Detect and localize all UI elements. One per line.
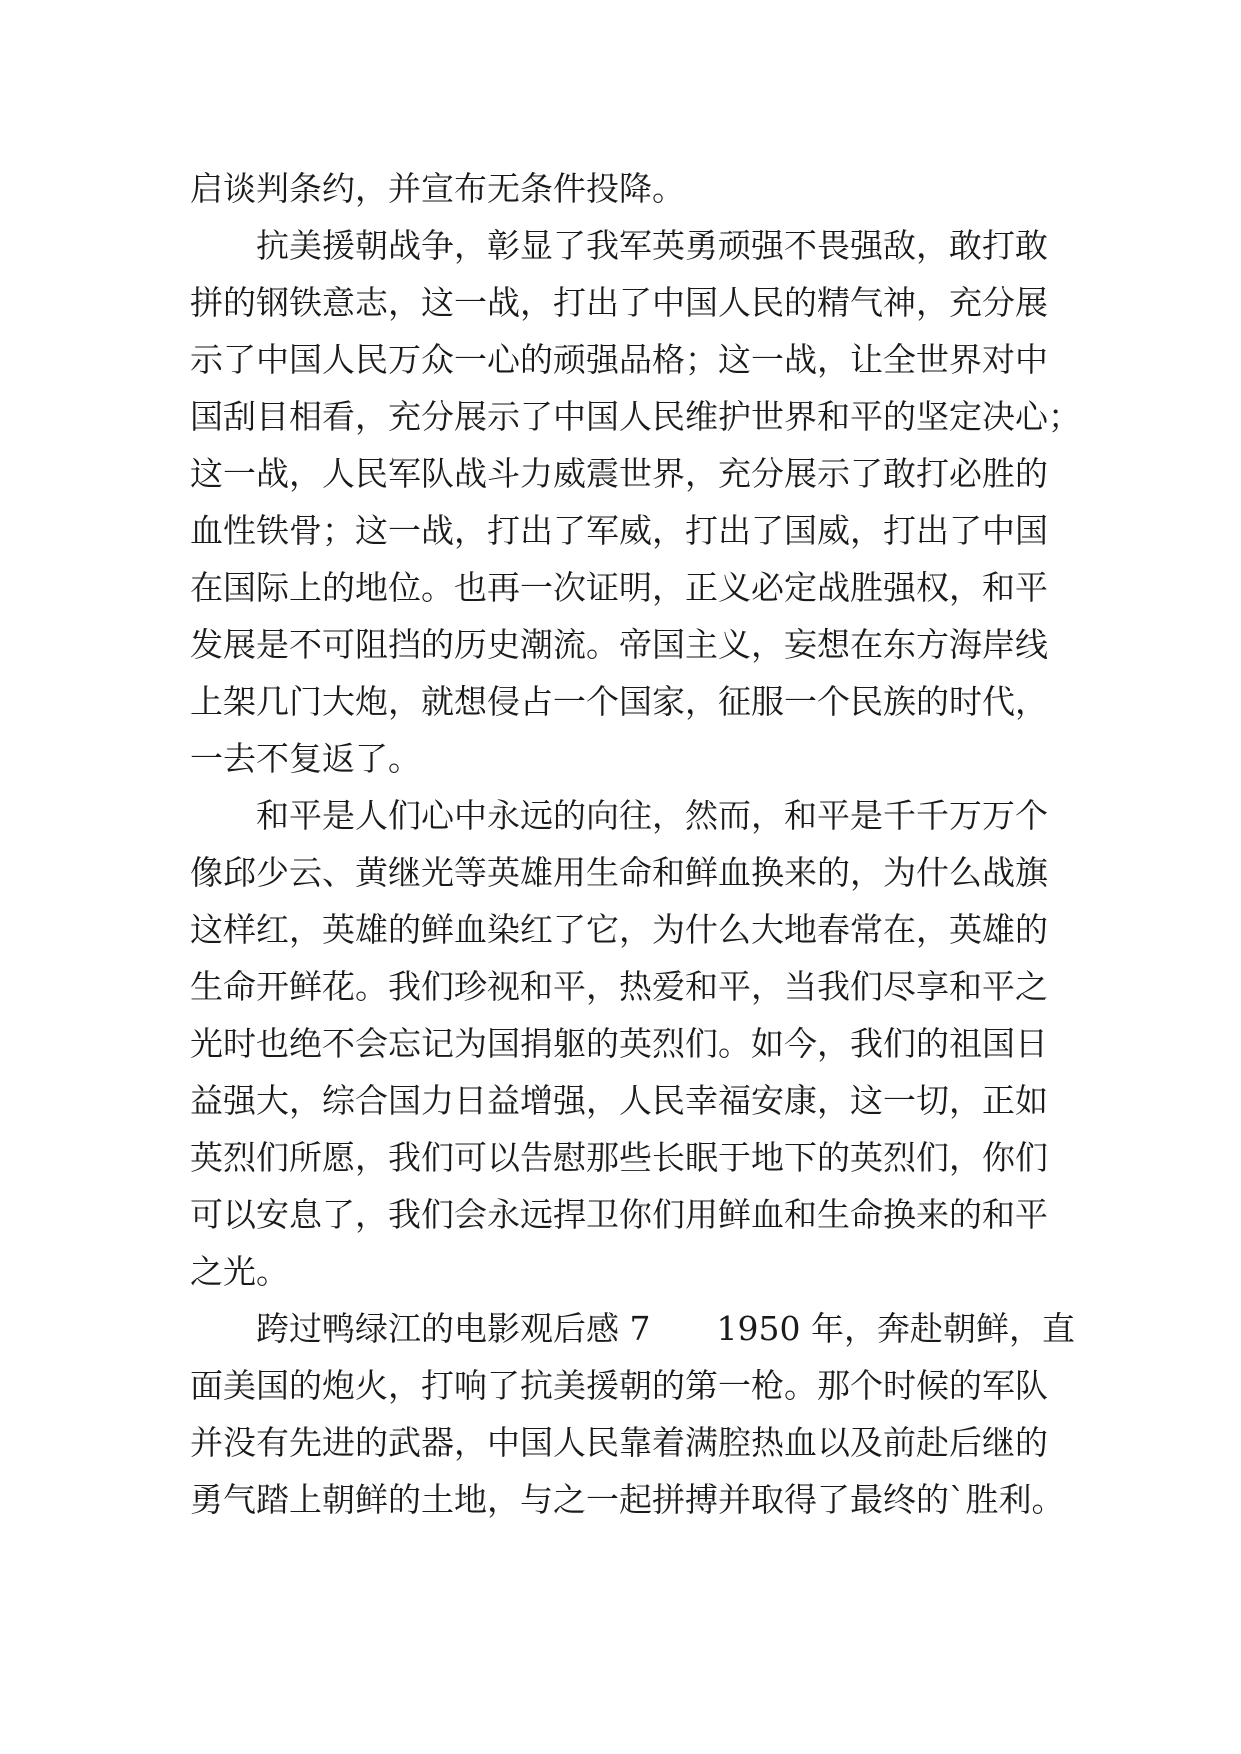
text-line: 抗美援朝战争，彰显了我军英勇顽强不畏强敌，敢打敢 xyxy=(256,226,1048,265)
text-line: 这一战，人民军队战斗力威震世界，充分展示了敢打必胜的 xyxy=(190,454,1048,493)
text-line: 血性铁骨；这一战，打出了军威，打出了国威，打出了中国 xyxy=(190,511,1048,550)
document-body xyxy=(190,160,1081,1528)
text-line: 生命开鲜花。我们珍视和平，热爱和平，当我们尽享和平之 xyxy=(190,967,1048,1006)
text-line: 之光。 xyxy=(190,1252,289,1291)
text-line: 启谈判条约，并宣布无条件投降。 xyxy=(190,169,685,208)
text-line: 拼的钢铁意志，这一战，打出了中国人民的精气神，充分展 xyxy=(190,283,1048,322)
text-line: 发展是不可阻挡的历史潮流。帝国主义，妄想在东方海岸线 xyxy=(190,625,1048,664)
text-line: 一去不复返了。 xyxy=(190,739,421,778)
text-line: 像邱少云、黄继光等英雄用生命和鲜血换来的，为什么战旗 xyxy=(190,853,1048,892)
text-line: 和平是人们心中永远的向往，然而，和平是千千万万个 xyxy=(256,796,1048,835)
text-line: 这样红，英雄的鲜血染红了它，为什么大地春常在，英雄的 xyxy=(190,910,1048,949)
paragraph xyxy=(190,787,1050,1300)
text-line: 光时也绝不会忘记为国捐躯的英烈们。如今，我们的祖国日 xyxy=(190,1024,1048,1063)
text-line: 示了中国人民万众一心的顽强品格；这一战，让全世界对中 xyxy=(190,340,1048,379)
text-line: 国刮目相看，充分展示了中国人民维护世界和平的坚定决心； xyxy=(190,397,1081,436)
text-line: 勇气踏上朝鲜的土地，与之一起拼搏并取得了最终的`胜利。 xyxy=(190,1480,1065,1519)
text-line: 上架几门大炮，就想侵占一个国家，征服一个民族的时代， xyxy=(190,682,1048,721)
text-line: 益强大，综合国力日益增强，人民幸福安康，这一切，正如 xyxy=(190,1081,1048,1120)
text-line: 英烈们所愿，我们可以告慰那些长眠于地下的英烈们，你们 xyxy=(190,1138,1048,1177)
paragraph xyxy=(190,1300,1075,1528)
text-line: 并没有先进的武器，中国人民靠着满腔热血以及前赴后继的 xyxy=(190,1423,1048,1462)
text-line: 跨过鸭绿江的电影观后感 7 1950 年，奔赴朝鲜，直 xyxy=(256,1309,1075,1348)
text-line: 可以安息了，我们会永远捍卫你们用鲜血和生命换来的和平 xyxy=(190,1195,1048,1234)
paragraph xyxy=(190,160,1050,217)
paragraph xyxy=(190,217,1081,787)
text-line: 在国际上的地位。也再一次证明，正义必定战胜强权，和平 xyxy=(190,568,1048,607)
text-line: 面美国的炮火，打响了抗美援朝的第一枪。那个时候的军队 xyxy=(190,1366,1048,1405)
